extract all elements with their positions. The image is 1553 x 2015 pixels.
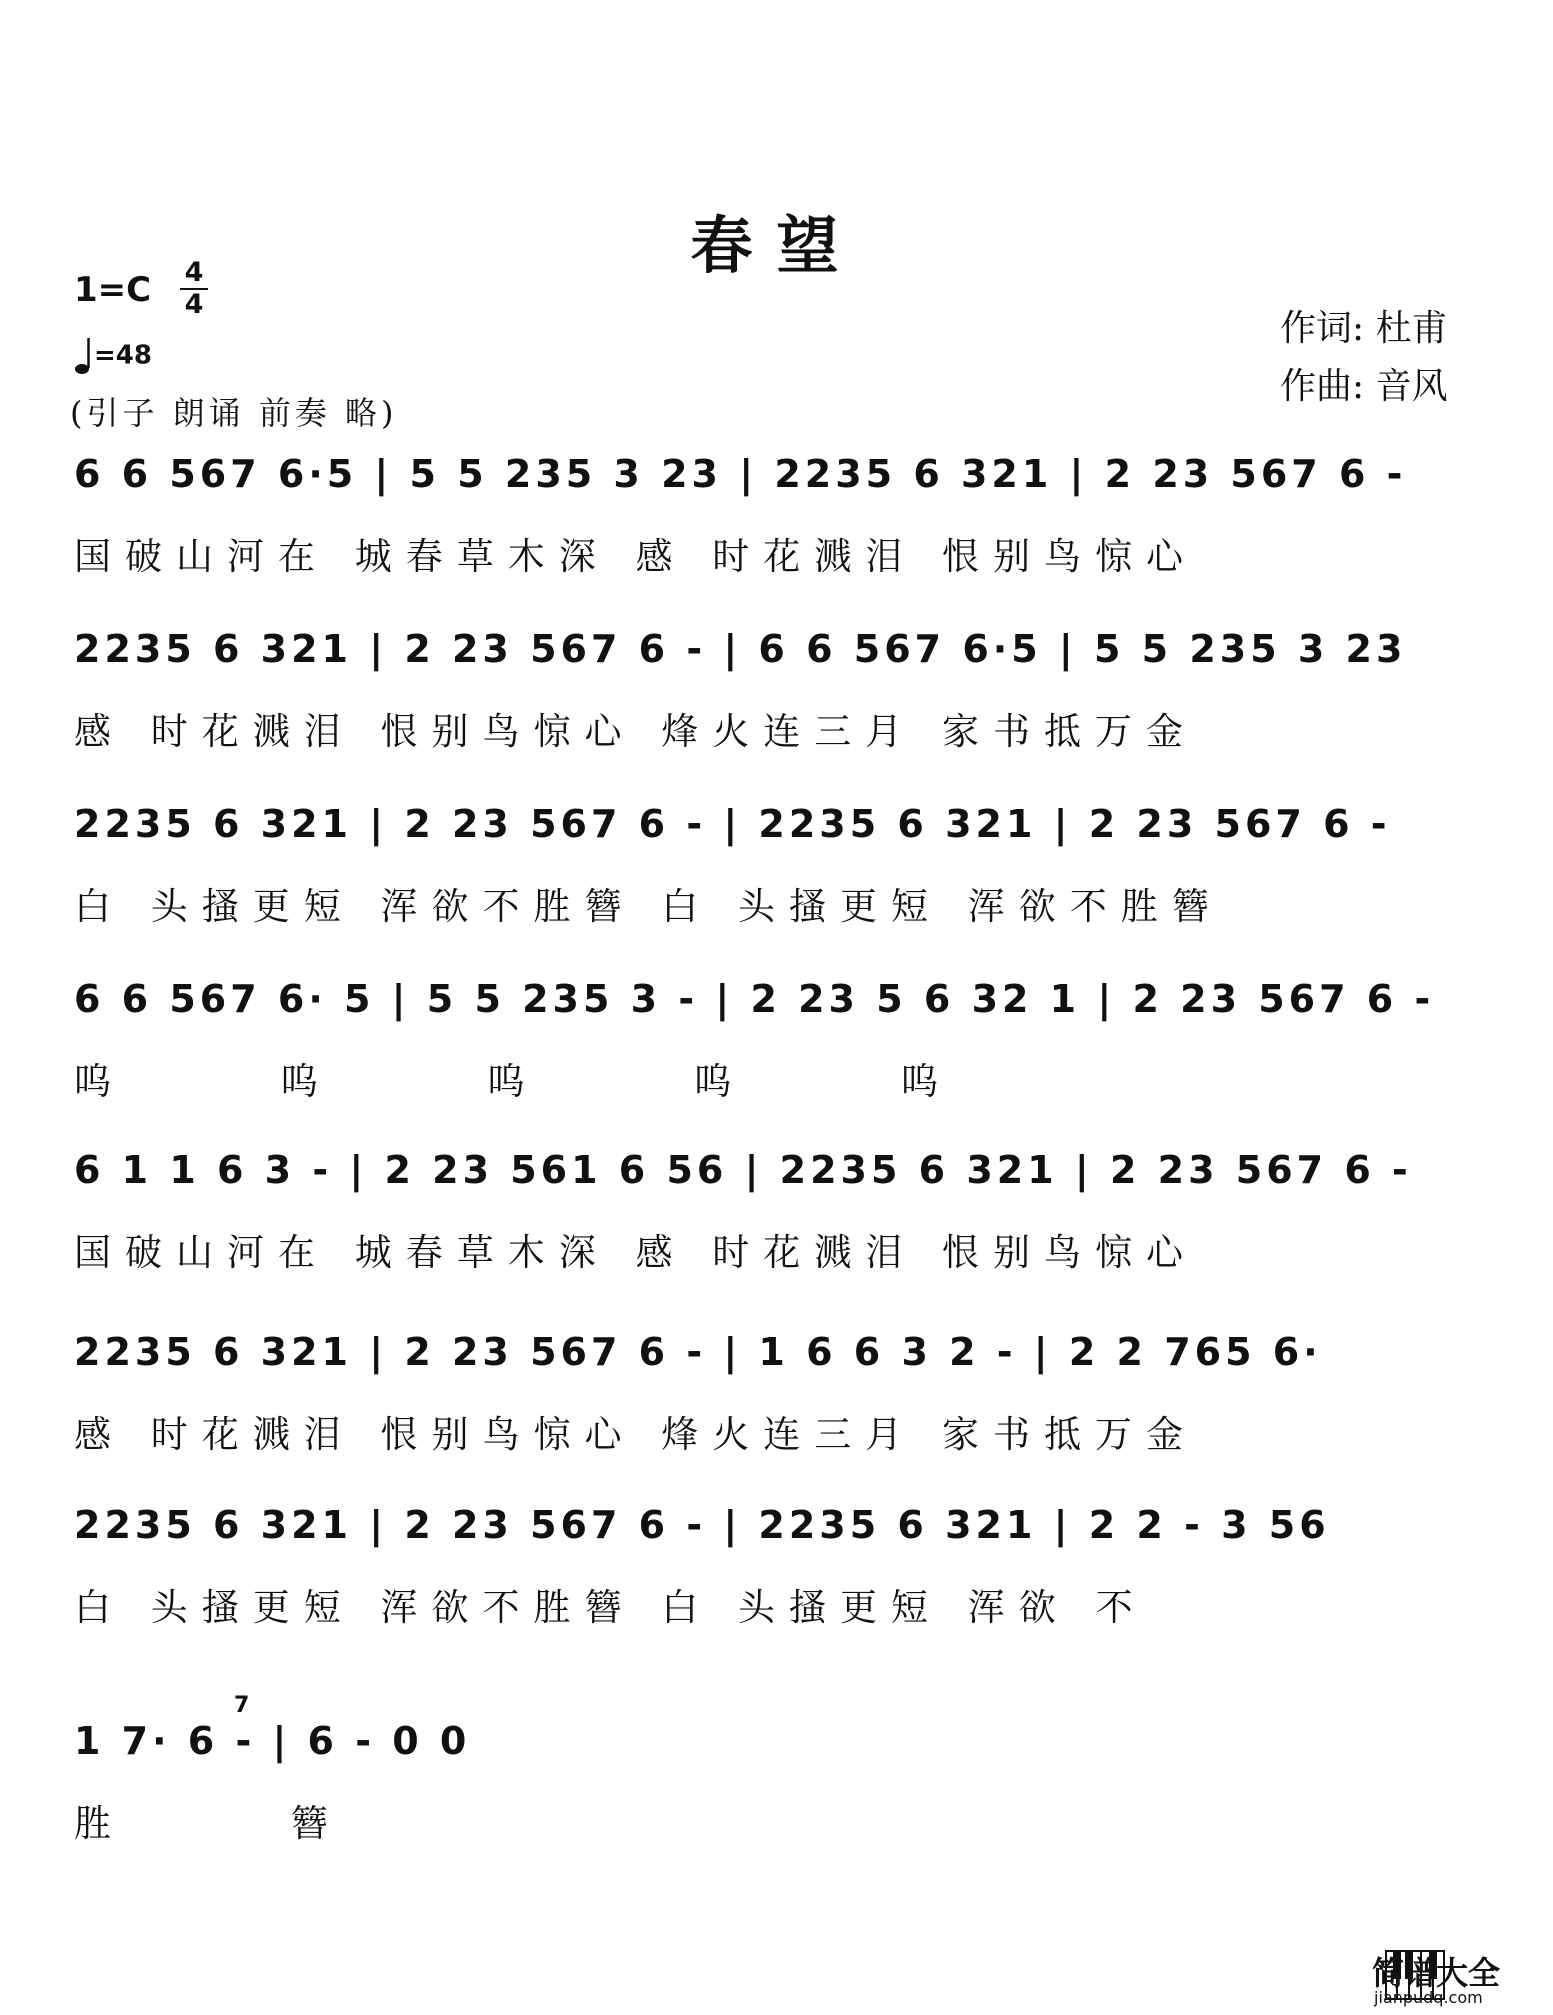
lyric-line-5: 国破山河在 城春草木深 感 时花溅泪 恨别鸟惊心 bbox=[74, 1231, 1198, 1274]
tempo-marking bbox=[74, 336, 152, 376]
lyric-line-8: 胜 簪 bbox=[74, 1802, 342, 1845]
time-signature bbox=[180, 258, 208, 320]
notation-line-5 bbox=[74, 1148, 1494, 1204]
composer-credit: 作曲: 音风 bbox=[1280, 366, 1448, 407]
song-title: 春望 bbox=[690, 209, 863, 282]
time-signature-top: 4 bbox=[184, 257, 204, 288]
lyricist-credit: 作词: 杜甫 bbox=[1280, 308, 1448, 349]
lyric-line-2: 感 时花溅泪 恨别鸟惊心 烽火连三月 家书抵万金 bbox=[74, 710, 1198, 753]
lyric-line-1: 国破山河在 城春草木深 感 时花溅泪 恨别鸟惊心 bbox=[74, 535, 1198, 578]
watermark-name: 简谱大全 bbox=[1372, 1954, 1501, 1992]
watermark-url: jianpudq.com bbox=[1374, 1988, 1483, 2007]
grace-note: 7 bbox=[234, 1693, 254, 1718]
notes: 1 7· 6 - | 6 - 0 0 bbox=[74, 1719, 471, 1763]
key-signature: 1=C bbox=[74, 270, 152, 310]
lyric-line-4: 呜 呜 呜 呜 呜 bbox=[74, 1060, 953, 1103]
lyric-line-6: 感 时花溅泪 恨别鸟惊心 烽火连三月 家书抵万金 bbox=[74, 1413, 1198, 1456]
time-signature-bottom: 4 bbox=[184, 289, 204, 320]
notes: 6 6 567 6·5 | 5 5 235 3 23 | 2235 6 321 | 2 23 567 6 - bbox=[74, 452, 1407, 496]
notes: 2235 6 321 | 2 23 567 6 - | 6 6 567 6·5 | 5 5 235 3 23 bbox=[74, 627, 1407, 671]
lyric-line-3: 白 头搔更短 浑欲不胜簪 白 头搔更短 浑欲不胜簪 bbox=[74, 885, 1223, 928]
intro-note: (引子 朗诵 前奏 略) bbox=[70, 394, 398, 432]
notation-line-3 bbox=[74, 802, 1494, 858]
notes: 2235 6 321 | 2 23 567 6 - | 2235 6 321 | 2 23 567 6 - bbox=[74, 802, 1391, 846]
notation-line-8 bbox=[74, 1693, 874, 1775]
notes: 6 1 1 6 3 - | 2 23 561 6 56 | 2235 6 321 | 2 23 567 6 - bbox=[74, 1148, 1412, 1192]
tempo-value: =48 bbox=[94, 340, 152, 371]
quarter-note-icon bbox=[74, 336, 94, 376]
notation-line-2 bbox=[74, 627, 1494, 683]
notation-line-4 bbox=[74, 977, 1494, 1033]
notes: 2235 6 321 | 2 23 567 6 - | 2235 6 321 | 2 2 - 3 56 bbox=[74, 1503, 1330, 1547]
notation-line-6 bbox=[74, 1330, 1494, 1386]
notation-line-7 bbox=[74, 1503, 1494, 1559]
notes: 2235 6 321 | 2 23 567 6 - | 1 6 6 3 2 - | 2 2 765 6· bbox=[74, 1330, 1322, 1374]
lyric-line-7: 白 头搔更短 浑欲不胜簪 白 头搔更短 浑欲 不 bbox=[74, 1586, 1147, 1629]
notes: 6 6 567 6· 5 | 5 5 235 3 - | 2 23 5 6 32 1 | 2 23 567 6 - bbox=[74, 977, 1435, 1021]
notation-line-1 bbox=[74, 452, 1494, 508]
